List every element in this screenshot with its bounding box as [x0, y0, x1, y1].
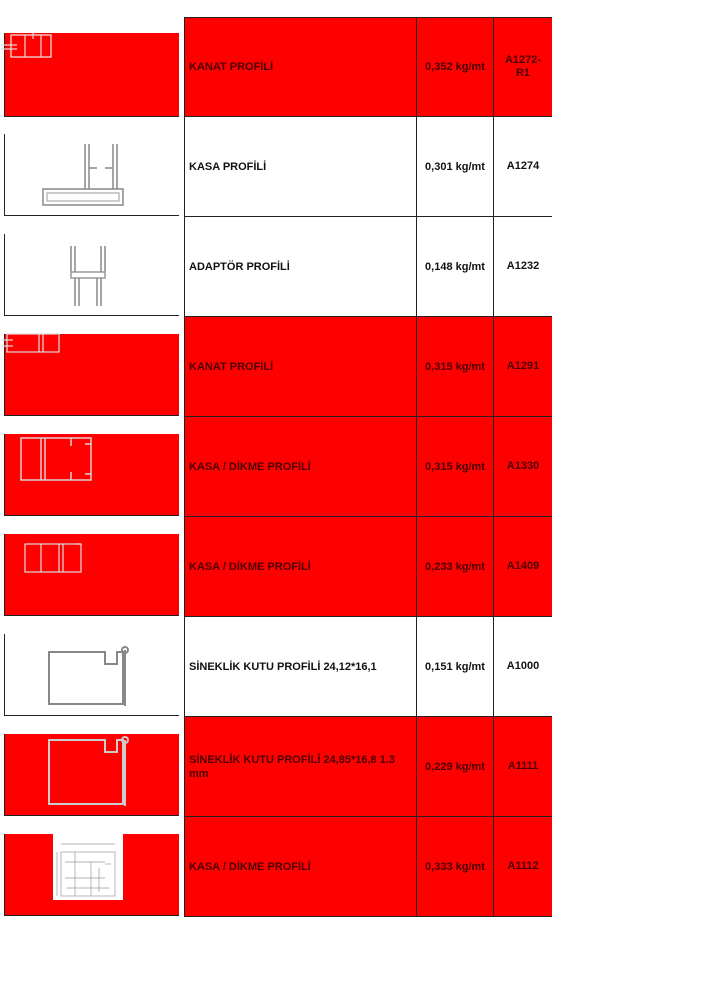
profile-image-cell [4, 834, 179, 916]
product-name-cell [184, 417, 416, 517]
product-name: SİNEKLİK KUTU PROFİLİ 24,12*16,1 [189, 660, 377, 673]
product-name: ADAPTÖR PROFİLİ [189, 260, 290, 273]
code-cell [493, 517, 552, 617]
profile-image-cell [4, 434, 179, 516]
kasa-dikme-profile-drawing-icon [5, 534, 180, 616]
product-name: KANAT PROFİLİ [189, 61, 274, 73]
product-code: A1000 [506, 660, 540, 672]
code-cell [493, 17, 552, 117]
product-weight: 0,352 kg/mt [425, 61, 485, 73]
table-row [0, 417, 552, 517]
profile-image-cell [4, 234, 179, 316]
product-weight: 0,333 kg/mt [425, 860, 485, 873]
weight-cell [416, 717, 493, 817]
profile-image-cell [4, 634, 179, 716]
product-name-cell [184, 817, 416, 917]
product-code: A1274 [506, 160, 540, 172]
code-cell [493, 417, 552, 517]
code-cell [493, 617, 552, 717]
product-weight: 0,233 kg/mt [425, 560, 485, 573]
profile-image-cell [4, 134, 179, 216]
product-name: KASA / DİKME PROFİLİ [189, 460, 311, 473]
product-name-cell [184, 217, 416, 317]
table-row [0, 717, 552, 817]
product-name: KASA / DİKME PROFİLİ [189, 560, 311, 573]
table-row [0, 117, 552, 217]
kanat-profile-drawing-icon [5, 33, 65, 83]
weight-cell [416, 417, 493, 517]
product-name-cell [184, 517, 416, 617]
sineklik-kutu-profile-drawing-icon [5, 734, 180, 816]
product-weight: 0,301 kg/mt [425, 160, 485, 173]
product-code: A1291 [506, 360, 540, 372]
weight-cell [416, 217, 493, 317]
kasa-dikme-profile-drawing-icon [5, 434, 180, 516]
code-cell [493, 217, 552, 317]
product-name: KASA PROFİLİ [189, 160, 267, 173]
code-cell [493, 817, 552, 917]
technical-drawing-icon [5, 834, 180, 916]
product-code: A1111 [507, 760, 539, 772]
product-name: KANAT PROFİLİ [189, 360, 274, 373]
adaptor-profile-drawing-icon [5, 234, 180, 316]
product-weight: 0,151 kg/mt [425, 660, 485, 673]
weight-cell [416, 517, 493, 617]
product-weight: 0,148 kg/mt [425, 260, 485, 273]
product-code: A1330 [506, 460, 540, 472]
product-name-cell [184, 17, 416, 117]
weight-cell [416, 317, 493, 417]
sineklik-kutu-profile-drawing-icon [5, 634, 180, 716]
kanat-profile-drawing-icon [5, 334, 85, 374]
product-name-cell [184, 317, 416, 417]
product-code: A1409 [506, 560, 540, 572]
table-row [0, 617, 552, 717]
table-row [0, 817, 552, 917]
product-name-cell [184, 717, 416, 817]
weight-cell [416, 17, 493, 117]
product-weight: 0,315 kg/mt [425, 360, 485, 373]
product-code: A1112 [507, 860, 539, 872]
product-name-cell [184, 117, 416, 217]
table-row [0, 17, 552, 117]
kasa-profile-drawing-icon [5, 134, 180, 216]
code-cell [493, 317, 552, 417]
table-row [0, 317, 552, 417]
code-cell [493, 117, 552, 217]
product-weight: 0,229 kg/mt [425, 760, 485, 773]
table-row [0, 217, 552, 317]
weight-cell [416, 117, 493, 217]
product-code: A1232 [506, 260, 540, 272]
table-row [0, 517, 552, 617]
product-name: SİNEKLİK KUTU PROFİLİ 24,85*16,8 1.3 mm [189, 753, 396, 780]
product-name-cell [184, 617, 416, 717]
product-name: KASA / DİKME PROFİLİ [189, 860, 311, 873]
profile-image-cell [4, 334, 179, 416]
product-code: A1272- R1 [504, 54, 542, 79]
profile-image-cell [4, 534, 179, 616]
weight-cell [416, 817, 493, 917]
profile-image-cell [4, 33, 179, 117]
weight-cell [416, 617, 493, 717]
code-cell [493, 717, 552, 817]
profile-image-cell [4, 734, 179, 816]
product-weight: 0,315 kg/mt [425, 460, 485, 473]
